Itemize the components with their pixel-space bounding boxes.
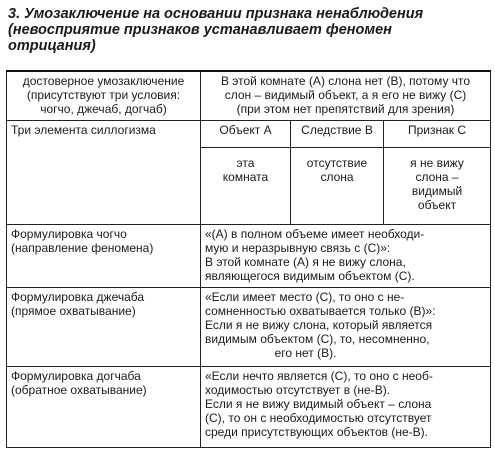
value-object-a: эта комната bbox=[201, 148, 291, 225]
heading-line-3: отрицания) bbox=[8, 38, 96, 54]
value-sign-c: я не вижу слона – видимый объект bbox=[384, 148, 491, 225]
table-row bbox=[7, 225, 491, 288]
header-object-a: Объект А bbox=[201, 121, 291, 148]
table-row bbox=[7, 121, 491, 148]
jechab-label: Формулировка джечаба (прямое охватывание) bbox=[7, 288, 201, 367]
chogcho-label: Формулировка чогчо (направление феномена) bbox=[7, 225, 201, 288]
heading-line-1: 3. Умозаключение на основании признака ненаблюдения bbox=[8, 6, 424, 22]
chogcho-text: «(А) в полном объеме имеет необходи- мую и неразрывную связь с (С)»: В этой комнате (А) я не вижу слона, являющегося видимым объектом (С). bbox=[201, 225, 491, 288]
reliable-inference-label: достоверное умозаключение (присутствуют три условия: чогчо, джечаб, догчаб) bbox=[7, 71, 201, 121]
value-consequence-b: отсутствие слона bbox=[291, 148, 384, 225]
dogchab-label: Формулировка догчаба (обратное охватывание) bbox=[7, 367, 201, 448]
header-consequence-b: Следствие В bbox=[291, 121, 384, 148]
syllogism-table bbox=[6, 70, 491, 448]
dogchab-text: «Если нечто является (С), то оно с необ- ходимостью отсутствует в (не-В). Если я не вижу видимый объект – слона (С), то он с необходимостью отсутствует среди присутствующих объектов (не-В). bbox=[201, 367, 491, 448]
table-row bbox=[7, 288, 491, 367]
jechab-text: «Если имеет место (С), то оно с не- сомненностью охватывается только (В)»: Если я не вижу слона, который является видимым объектом (С), то, несомненно, его нет (В). bbox=[201, 288, 491, 367]
table-row bbox=[7, 71, 491, 121]
three-elements-label: Три элемента силлогизма bbox=[7, 121, 201, 225]
section-heading bbox=[8, 6, 488, 54]
heading-line-2: (невосприятие признаков устанавливает феномен bbox=[8, 22, 392, 38]
reliable-inference-example: В этой комнате (А) слона нет (В), потому что слон – видимый объект, а я его не вижу (С) (при этом нет препятствий для зрения) bbox=[201, 71, 491, 121]
table-row bbox=[7, 367, 491, 448]
header-sign-c: Признак С bbox=[384, 121, 491, 148]
